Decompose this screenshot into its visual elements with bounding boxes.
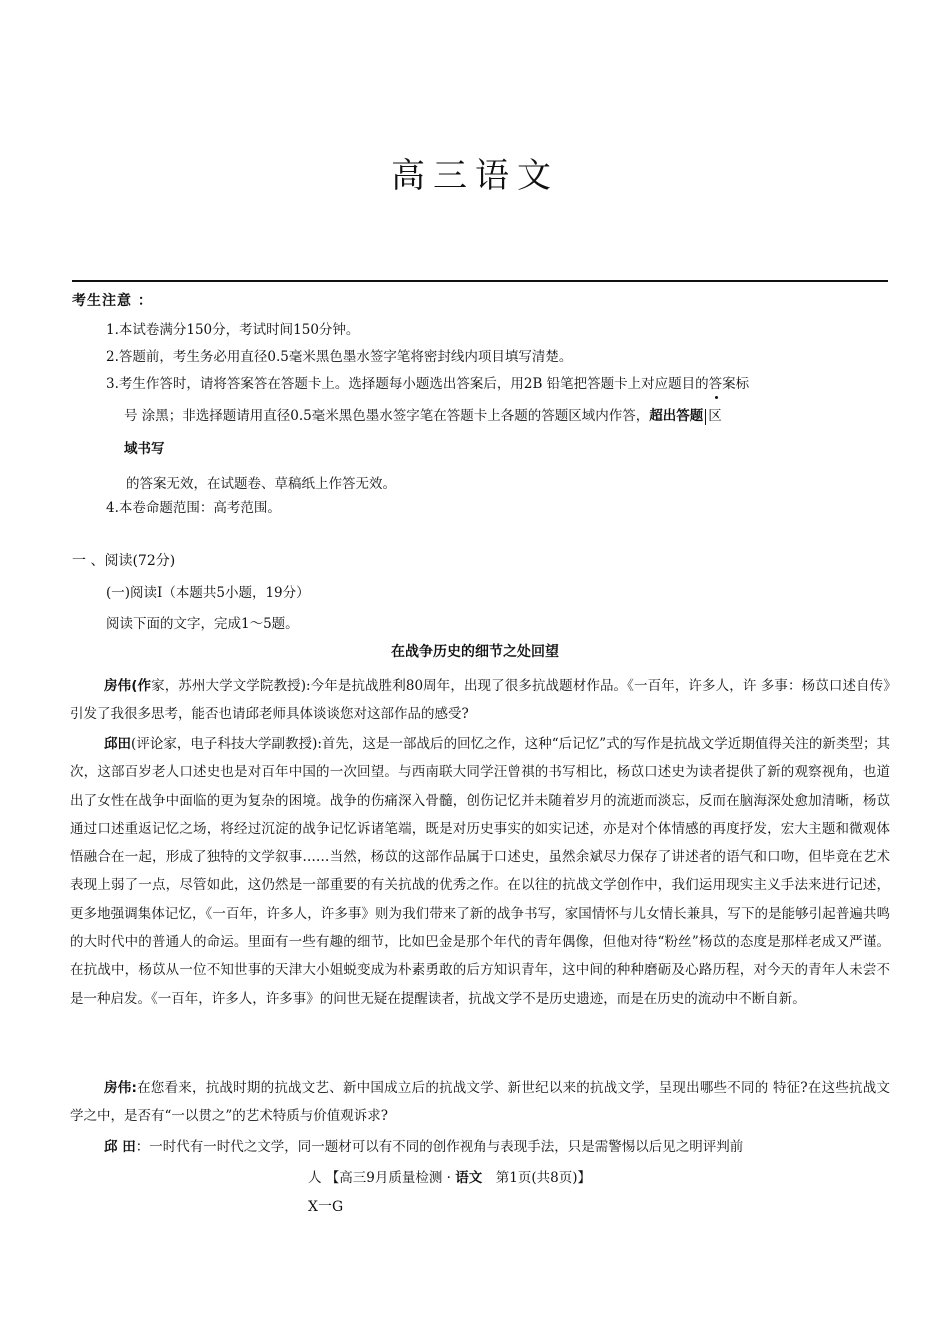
- paragraph-text: (评论家，电子科技大学副教授):首先，这是一部战后的回忆之作，这种“后记忆”式的写作是抗战文学近期值得关注的新类型；其次，这部百岁老人口述史也是对百年中国的一次回望。与西南联大同学汪曾祺的书写相比，杨苡口述史为读者提供了新的观察视角，也道出了女性在战争中面临的更为复杂的困境。战争的伤痛深入骨髓，创伤记忆并未随着岁月的流逝而淡忘，反而在脑海深处愈加清晰，杨苡通过口述重返记忆之场，将经过沉淀的战争记忆诉诸笔端，既是对历史事实的如实记述，亦是对个体情感的再度抒发，宏大主题和微观体悟融合在一起，形成了独特的文学叙事……当然，杨苡的这部作品属于口述史，虽然余斌尽力保存了讲述者的语气和口吻，但毕竟在艺术表现上弱了一点，尽管如此，这仍然是一部重要的有关抗战的优秀之作。在以往的抗战文学创作中，我们运用现实主义手法来进行记述，更多地强调集体记忆，《一百年，许多人，许多事》则为我们带来了新的战争书写，家国情怀与儿女情长兼具，写下的是能够引起普遍共鸣的大时代中的普通人的命运。里面有一些有趣的细节，比如巴金是那个年代的青年偶像，但他对待“粉丝”杨苡的态度是那样老成又严谨。在抗战中，杨苡从一位不知世事的天津大小姐蜕变成为朴素勇敢的后方知识青年，这中间的种种磨砺及心路历程，对今天的青年人未尝不是一种启发。《一百年，许多人，许多事》的问世无疑在提醒读者，抗战文学不是历史遗迹，而是在历史的流动中不断自新。: [70, 736, 891, 1007]
- paragraph-text: 家，苏州大学文学院教授):今年是抗战胜利80周年，出现了很多抗战题材作品。《一百年，许多人，许 多事：杨苡口述自传》引发了我很多思考，能否也请邱老师具体谈谈您对这部作品的感受?: [70, 678, 890, 723]
- speaker-label: 房伟:: [104, 1080, 137, 1096]
- notice-item-3-bold: 超出答题: [649, 408, 704, 424]
- notice-heading: 考生注意 ：: [72, 293, 153, 309]
- notice-item-3-line-2: [124, 404, 722, 425]
- footer-page: 第1页(共8页)】: [482, 1170, 591, 1186]
- notice-item-3-line-1: 3.考生作答时，请将答案答在答题卡上。选择题每小题选出答案后，用2B 铅笔把答题卡上对应题目的答案标: [106, 376, 750, 392]
- notice-item-4: 4.本卷命题范围：高考范围。: [106, 500, 281, 516]
- speaker-label: 邱田: [104, 736, 132, 752]
- page-footer: [308, 1166, 591, 1186]
- speaker-label: 邱 田: [104, 1139, 136, 1155]
- paragraph-2: [70, 730, 890, 1013]
- notice-item-3-text: 号 涂黑；非选择题请用直径0.5毫米黑色墨水签字笔在答题卡上各题的答题区域内作答，: [124, 408, 650, 424]
- paper-code: X一G: [308, 1199, 344, 1215]
- notice-item-1: 1.本试卷满分150分，考试时间150分钟。: [106, 322, 360, 338]
- article-title: 在战争历史的细节之处回望: [391, 644, 559, 660]
- section-instruction: 阅读下面的文字，完成1～5题。: [106, 616, 299, 632]
- paragraph-4: [70, 1133, 890, 1161]
- section-subheading: (一)阅读I（本题共5小题，19分）: [106, 585, 310, 601]
- notice-item-3-qu: 区: [708, 404, 722, 424]
- text-cursor-mark: [705, 409, 706, 425]
- footer-prefix: 人 【高三9月质量检测 ·: [308, 1170, 456, 1186]
- footer-subject: 语文: [455, 1170, 483, 1186]
- notice-item-3-line-4: 的答案无效，在试题卷、草稿纸上作答无效。: [126, 476, 396, 492]
- page-title: 高三语文: [391, 156, 559, 196]
- section-heading: 一 、阅读(72分): [72, 553, 176, 569]
- paragraph-1: [70, 672, 890, 729]
- paragraph-text: 在您看来，抗战时期的抗战文艺、新中国成立后的抗战文学、新世纪以来的抗战文学，呈现出哪些不同的 特征?在这些抗战文学之中，是否有“一以贯之”的艺术特质与价值观诉求?: [70, 1080, 890, 1125]
- notice-item-2: 2.答题前，考生务必用直径0.5毫米黑色墨水签字笔将密封线内项目填写清楚。: [106, 349, 573, 365]
- paragraph-3: [70, 1074, 890, 1131]
- notice-item-3-line-3: 域书写: [124, 441, 165, 457]
- header-divider: [72, 280, 888, 282]
- speaker-label: 房伟(作: [104, 678, 152, 694]
- paragraph-text: ：一时代有一时代之文学，同一题材可以有不同的创作视角与表现手法，只是需警惕以后见之明评判前: [135, 1139, 744, 1155]
